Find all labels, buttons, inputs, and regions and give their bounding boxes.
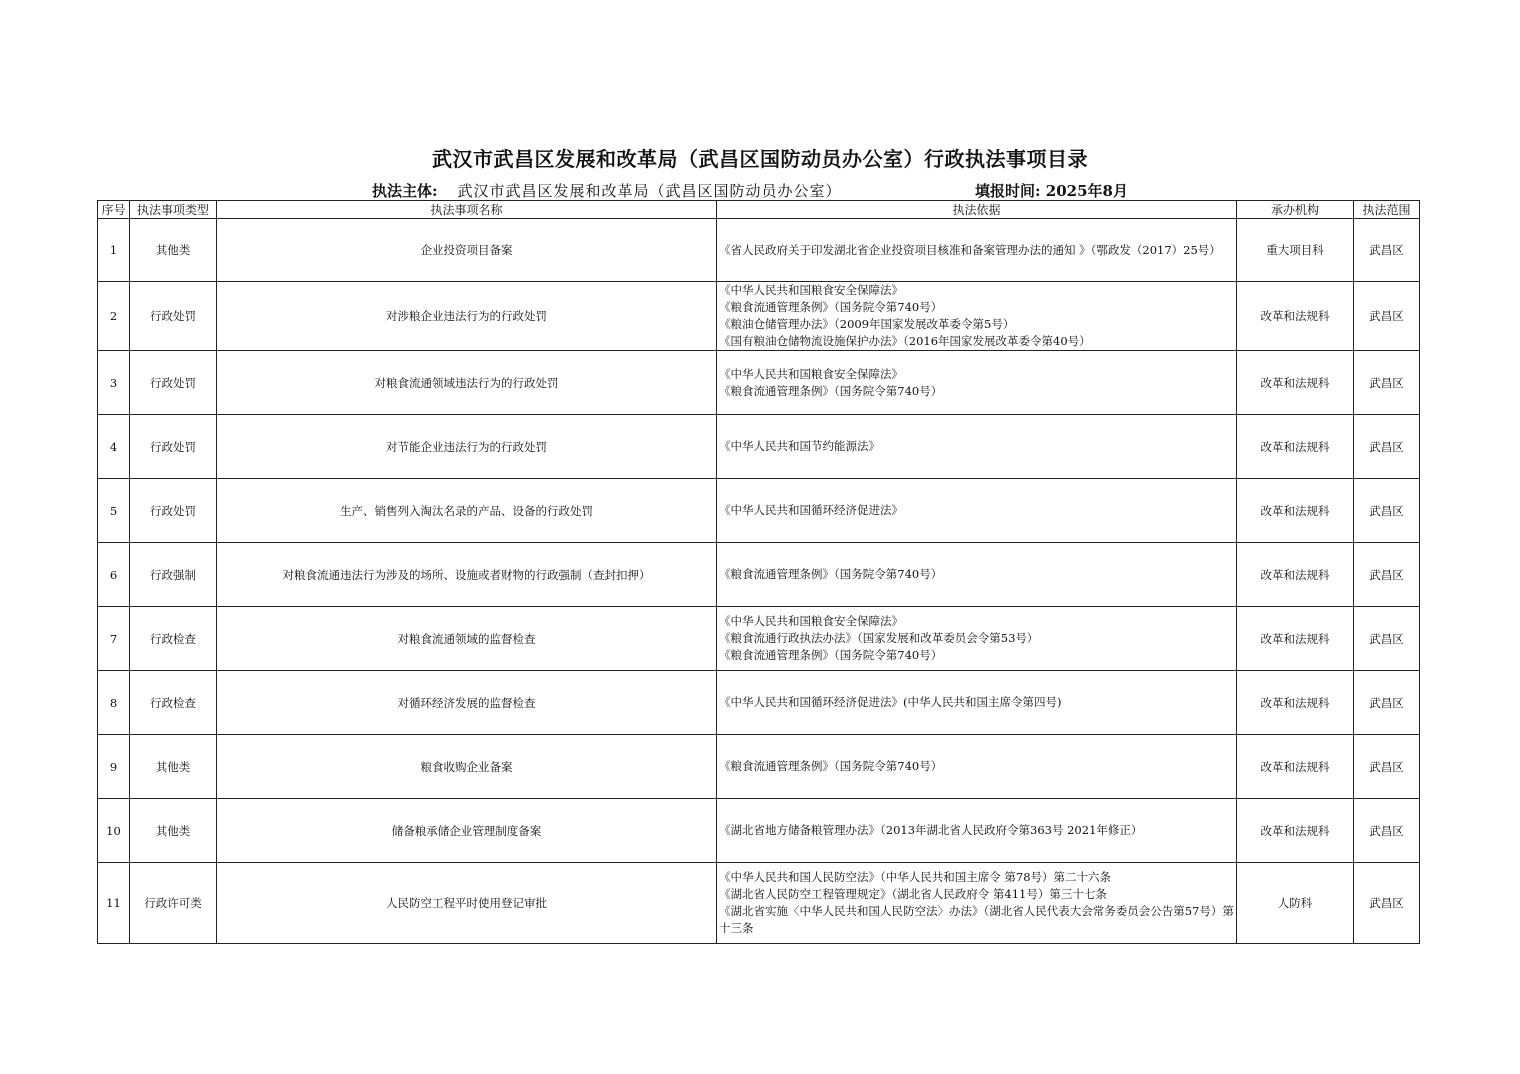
- item-name: 对粮食流通违法行为涉及的场所、设施或者财物的行政强制（查封扣押）: [217, 543, 717, 607]
- handling-org: 改革和法规科: [1237, 282, 1354, 351]
- item-type: 行政检查: [130, 607, 217, 671]
- row-number: 1: [98, 219, 130, 282]
- item-type: 行政检查: [130, 671, 217, 735]
- enforcement-scope: 武昌区: [1354, 607, 1420, 671]
- legal-basis-line: 《湖北省人民防空工程管理规定》（湖北省人民政府令 第411号）第三十七条: [719, 887, 1107, 901]
- item-type: 其他类: [130, 735, 217, 799]
- table-row: [98, 219, 1420, 282]
- enforcement-scope: 武昌区: [1354, 479, 1420, 543]
- legal-basis-line: 《湖北省地方储备粮管理办法》（2013年湖北省人民政府令第363号 2021年修正）: [719, 823, 1143, 837]
- table-row: [98, 607, 1420, 671]
- enforcement-scope: 武昌区: [1354, 415, 1420, 479]
- handling-org: 改革和法规科: [1237, 671, 1354, 735]
- legal-basis-line: 《湖北省实施〈中华人民共和国人民防空法〉办法》（湖北省人民代表大会常务委员会公告第57号）第十三条: [719, 904, 1234, 935]
- table-row: [98, 671, 1420, 735]
- handling-org: 改革和法规科: [1237, 415, 1354, 479]
- header-no: 序号: [98, 201, 130, 219]
- legal-basis-line: 《粮食流通管理条例》（国务院令第740号）: [719, 383, 943, 398]
- handling-org: 改革和法规科: [1237, 479, 1354, 543]
- item-name: 对粮食流通领域违法行为的行政处罚: [217, 351, 717, 415]
- item-type: 行政处罚: [130, 351, 217, 415]
- enforcement-subject: [372, 180, 842, 201]
- legal-basis-line: 《中华人民共和国粮食安全保障法》: [719, 614, 903, 628]
- subject-value: 武汉市武昌区发展和改革局（武昌区国防动员办公室）: [457, 182, 842, 200]
- header-type: 执法事项类型: [130, 201, 217, 219]
- row-number: 4: [98, 415, 130, 479]
- legal-basis-line: 《粮食流通管理条例》（国务院令第740号）: [719, 300, 943, 314]
- table-row: [98, 735, 1420, 799]
- legal-basis-line: 《中华人民共和国人民防空法》（中华人民共和国主席令 第78号）第二十六条: [719, 870, 1112, 884]
- table-row: [98, 351, 1420, 415]
- legal-basis: [717, 282, 1237, 351]
- item-name: 对粮食流通领域的监督检查: [217, 607, 717, 671]
- table-row: [98, 282, 1420, 351]
- item-name: 企业投资项目备案: [217, 219, 717, 282]
- item-type: 行政处罚: [130, 415, 217, 479]
- item-name: 对节能企业违法行为的行政处罚: [217, 415, 717, 479]
- legal-basis: [717, 735, 1237, 799]
- legal-basis-line: 《粮食流通管理条例》（国务院令第740号）: [719, 759, 943, 773]
- enforcement-scope: 武昌区: [1354, 671, 1420, 735]
- header-basis: 执法依据: [717, 201, 1237, 219]
- legal-basis-line: 《粮食流通行政执法办法》（国家发展和改革委员会令第53号）: [719, 631, 1039, 645]
- handling-org: 改革和法规科: [1237, 543, 1354, 607]
- item-name: 生产、销售列入淘汰名录的产品、设备的行政处罚: [217, 479, 717, 543]
- row-number: 3: [98, 351, 130, 415]
- handling-org: 改革和法规科: [1237, 735, 1354, 799]
- page-title: 武汉市武昌区发展和改革局（武昌区国防动员办公室）行政执法事项目录: [432, 147, 1088, 171]
- table-row: [98, 543, 1420, 607]
- handling-org: 改革和法规科: [1237, 607, 1354, 671]
- legal-basis: [717, 799, 1237, 863]
- enforcement-scope: 武昌区: [1354, 282, 1420, 351]
- legal-basis-line: 《中华人民共和国粮食安全保障法》: [719, 366, 903, 381]
- legal-basis-line: 《中华人民共和国节约能源法》: [719, 439, 880, 453]
- enforcement-scope: 武昌区: [1354, 863, 1420, 944]
- legal-basis-line: 《粮食流通管理条例》（国务院令第740号）: [719, 648, 943, 662]
- row-number: 7: [98, 607, 130, 671]
- report-time: [975, 180, 1128, 201]
- header-name: 执法事项名称: [217, 201, 717, 219]
- legal-basis: [717, 671, 1237, 735]
- item-name: 对涉粮企业违法行为的行政处罚: [217, 282, 717, 351]
- legal-basis: [717, 607, 1237, 671]
- legal-basis: [717, 863, 1237, 944]
- item-name: 储备粮承储企业管理制度备案: [217, 799, 717, 863]
- enforcement-scope: 武昌区: [1354, 351, 1420, 415]
- legal-basis-line: 《中华人民共和国循环经济促进法》: [719, 503, 903, 517]
- header-scope: 执法范围: [1354, 201, 1420, 219]
- legal-basis: [717, 415, 1237, 479]
- legal-basis: [717, 219, 1237, 282]
- item-type: 行政许可类: [130, 863, 217, 944]
- row-number: 6: [98, 543, 130, 607]
- row-number: 9: [98, 735, 130, 799]
- handling-org: 改革和法规科: [1237, 799, 1354, 863]
- enforcement-scope: 武昌区: [1354, 799, 1420, 863]
- enforcement-scope: 武昌区: [1354, 219, 1420, 282]
- enforcement-scope: 武昌区: [1354, 543, 1420, 607]
- table-row: [98, 415, 1420, 479]
- time-value: 2025年8月: [1045, 182, 1128, 200]
- handling-org: 改革和法规科: [1237, 351, 1354, 415]
- time-label: 填报时间:: [975, 182, 1041, 200]
- row-number: 5: [98, 479, 130, 543]
- row-number: 11: [98, 863, 130, 944]
- header-org: 承办机构: [1237, 201, 1354, 219]
- legal-basis-line: 《中华人民共和国循环经济促进法》(中华人民共和国主席令第四号): [719, 695, 1062, 709]
- item-type: 其他类: [130, 799, 217, 863]
- enforcement-items-table: [97, 200, 1420, 944]
- legal-basis: [717, 543, 1237, 607]
- legal-basis: [717, 479, 1237, 543]
- legal-basis-line: 《省人民政府关于印发湖北省企业投资项目核准和备案管理办法的通知 》（鄂政发（2017）25号）: [719, 242, 1221, 257]
- item-type: 行政强制: [130, 543, 217, 607]
- table-row: [98, 863, 1420, 944]
- item-type: 其他类: [130, 219, 217, 282]
- handling-org: 人防科: [1237, 863, 1354, 944]
- item-name: 人民防空工程平时使用登记审批: [217, 863, 717, 944]
- subject-label: 执法主体:: [372, 182, 438, 200]
- row-number: 2: [98, 282, 130, 351]
- item-type: 行政处罚: [130, 479, 217, 543]
- item-name: 粮食收购企业备案: [217, 735, 717, 799]
- item-name: 对循环经济发展的监督检查: [217, 671, 717, 735]
- legal-basis-line: 《中华人民共和国粮食安全保障法》: [719, 283, 903, 297]
- table-row: [98, 479, 1420, 543]
- row-number: 10: [98, 799, 130, 863]
- legal-basis: [717, 351, 1237, 415]
- handling-org: 重大项目科: [1237, 219, 1354, 282]
- legal-basis-line: 《国有粮油仓储物流设施保护办法》（2016年国家发展改革委令第40号）: [719, 334, 1091, 348]
- legal-basis-line: 《粮油仓储管理办法》（2009年国家发展改革委令第5号）: [719, 317, 1015, 331]
- row-number: 8: [98, 671, 130, 735]
- legal-basis-line: 《粮食流通管理条例》（国务院令第740号）: [719, 567, 943, 581]
- item-type: 行政处罚: [130, 282, 217, 351]
- table-header-row: [98, 201, 1420, 219]
- table-row: [98, 799, 1420, 863]
- enforcement-scope: 武昌区: [1354, 735, 1420, 799]
